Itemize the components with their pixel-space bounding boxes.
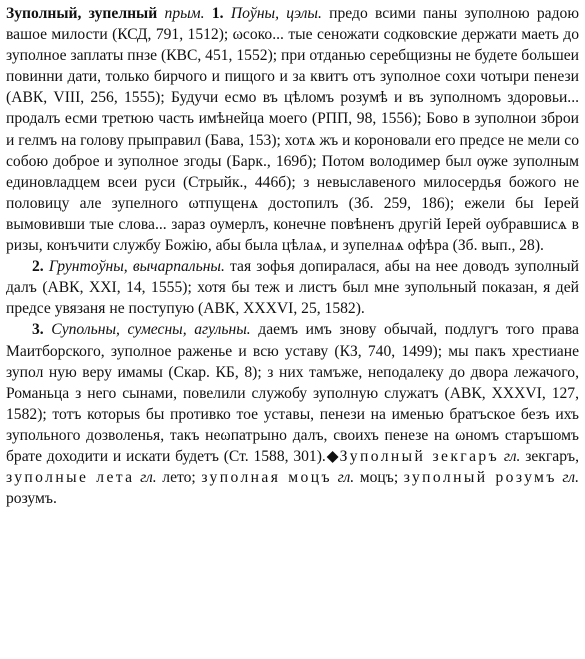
sense-3-gloss: Супольны, сумесны, агульны. (51, 321, 251, 339)
phrase-4: зуполный розумъ (403, 469, 557, 487)
phrase-1-ref-label: гл. (503, 447, 521, 465)
grammar-label: прым. (164, 5, 205, 22)
phrase-1: Зуполный зекгаръ (339, 447, 500, 465)
sense-2-gloss: Грунтоўны, вычарпальны. (48, 258, 225, 276)
diamond-icon: ◆ (325, 447, 340, 465)
sense-2-text: тая зофья допиралася, абы на нее доводъ зуполный далъ (АВК, XXI, 14, 1555); хотя бы теж и листъ был мне зупольный показан, я дей предсе увязаня не поступую (АВК, XXXVI, 25, 1582). (6, 258, 579, 318)
phrase-4-ref: розумъ (6, 490, 53, 508)
headword: Зуполный, зупелный (6, 5, 158, 22)
phrase-3: зуполная моцъ (201, 469, 332, 487)
sense-1-gloss: Поўны, цэлы. (230, 5, 322, 22)
sense-1-number: 1. (211, 5, 224, 22)
phrase-1-ref: зекгаръ (525, 447, 576, 465)
phrase-3-ref-label: гл. (337, 469, 355, 487)
sense-3-text: даемъ имъ знову обычай, подлугъ того права Маитборского, зуполное раженье и всю уставу (КЗ, 740, 1499); мы пакъ хрестиане зупол ную веру имамы (Скар. КБ, 8); з них тамъже, неподалеку до двора лежачого, Романьца з него сынами, повелили служобу зуполную служатъ (АВК, XXXVI, 127, 1582); тотъ которыs бы противко тое уставы, пенези на именью братъское безъ ихъ зупольного дозволенья, такъ неωпатрыно далъ, своихъ пенезе на ωномъ старъшомъ брате доходити и искати будетъ (Ст. 1588, 301). (6, 321, 579, 465)
sense-3-number: 3. (32, 321, 44, 339)
phrase-2: зуполные лета (6, 469, 135, 487)
sense-1-text: предо всими паны зуполною радою вашое милости (КСД, 791, 1512); ωсоко... тые сеножати содковские держати маеть до зуполное заплаты пнзе (КВС, 451, 1552); при отданью серебщизны не будете большеи повинни дати, только бирчого и пищого и за квитъ отъ зуполное сохи чотыри пенези (АВК, VIII, 256, 1555); Будучи есмо въ цѣломъ розумѣ и въ зуполномъ здоровьи... продалъ есми третюю часть имѣнейца моего (РПП, 98, 1556); Бово в зуполнои зброи и гелмъ на голову прыправил (Бава, 153); хотѧ жъ и короновали его предсе не мели со собою доброе и зуполное згоды (Барк., 169б); Потом володимер был ѹже зуполным единовладцем всеи руси (Стрыйк., 446б); з невыславеного милосердья божого не половицу але зупелного ωтпущенѧ достопилъ (Зб. 259, 186); ежели бы Iерей вымовивши тые слова... зараз оумерлъ, конечне повѣненъ другiй Iерей оубравшисѧ в ризы, конъчити службу Божію, абы была цѣлаѧ, и зупелнаѧ офѣра (Зб. вып., 28). (6, 5, 579, 255)
sense-1-paragraph (6, 3, 579, 256)
sense-2-number: 2. (32, 258, 44, 276)
phrase-2-ref-label: гл. (140, 469, 157, 487)
phrase-4-ref-label: гл. (562, 469, 579, 487)
phrase-3-ref: моцъ (359, 469, 394, 487)
phrase-2-ref: лето (162, 469, 192, 487)
sense-3-paragraph: 3. Супольны, сумесны, агульны. даемъ имъ знову обычай, подлугъ того права Маитборского, зуполное раженье и всю уставу (КЗ, 740, 1499); мы пакъ хрестиане зупол ную веру имамы (Скар. КБ, 8); з них тамъже, неподалеку до двора лежачого, Романьца з него сынами, повелили служобу зуполную служатъ (АВК, XXXVI, 127, 1582); тотъ которыs бы противко тое уставы, пенези на именью братъское безъ ихъ зупольного дозволенья, такъ неωпатрыно далъ, своихъ пенезе на ωномъ старъшомъ брате доходити и искати будетъ (Ст. 1588, 301).◆Зуполный зекгаръ гл. зекгаръ, зуполные лета гл. лето; зуполная моцъ гл. моцъ; зуполный розумъ гл. розумъ. (6, 321, 579, 508)
sense-2-paragraph (6, 256, 579, 319)
